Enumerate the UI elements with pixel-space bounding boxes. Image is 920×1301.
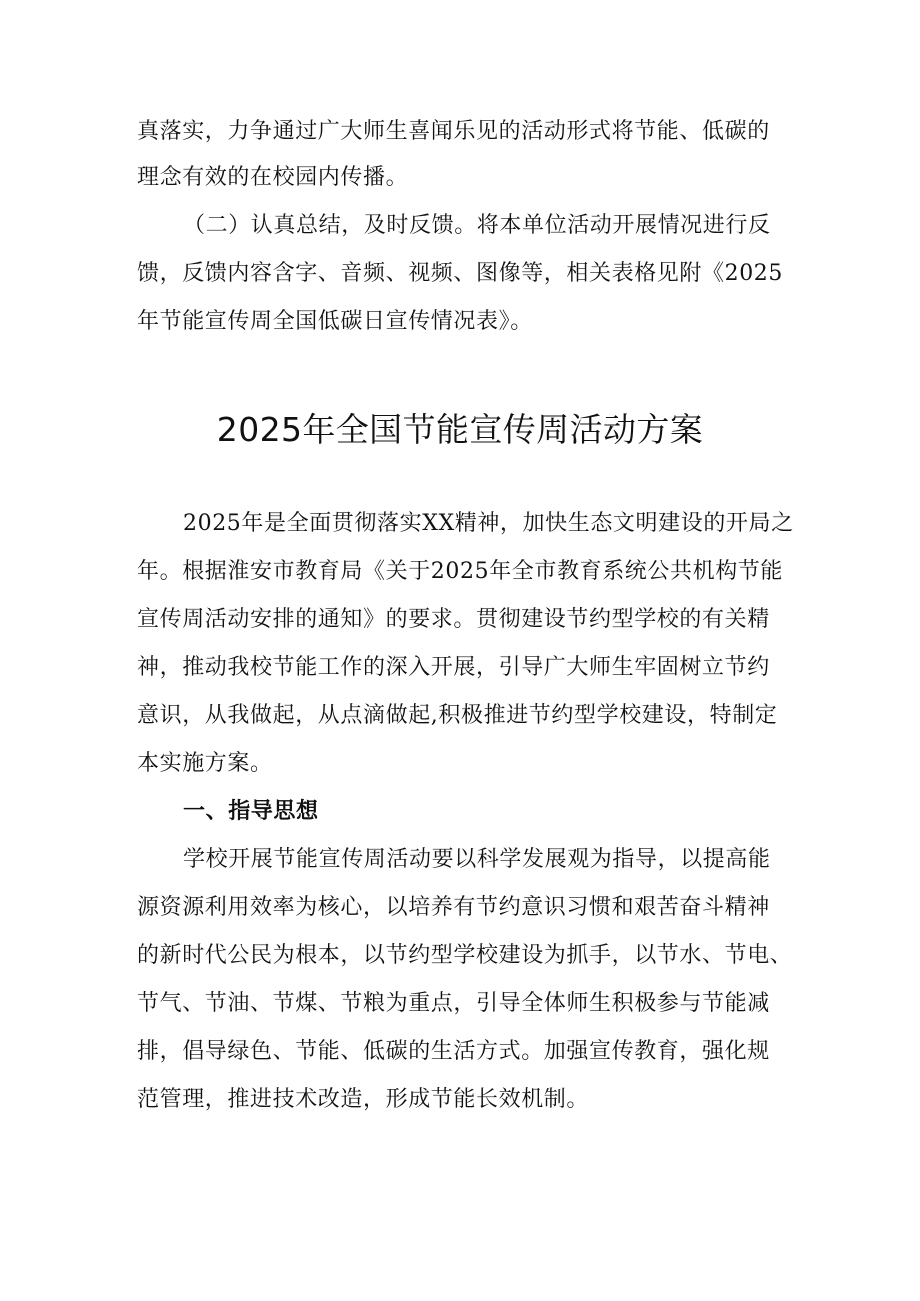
paragraph-line: 本实施方案。 <box>137 751 273 776</box>
paragraph-line: 神，推动我校节能工作的深入开展，引导广大师生牢固树立节约 <box>137 655 770 680</box>
paragraph-line: 理念有效的在校园内传播。 <box>137 165 409 190</box>
paragraph-line: 宣传周活动安排的通知》的要求。贯彻建设节约型学校的有关精 <box>137 607 770 632</box>
section-heading: 一、指导思想 <box>183 799 319 824</box>
paragraph-line: 意识，从我做起，从点滴做起,积极推进节约型学校建设，特制定 <box>137 703 778 728</box>
paragraph-line: 真落实，力争通过广大师生喜闻乐见的活动形式将节能、低碳的 <box>137 119 770 144</box>
paragraph-line: 排，倡导绿色、节能、低碳的生活方式。加强宣传教育，强化规 <box>137 1039 770 1064</box>
paragraph-line: 馈，反馈内容含字、音频、视频、图像等，相关表格见附《2025 <box>137 261 783 286</box>
paragraph-line: 年。根据淮安市教育局《关于2025年全市教育系统公共机构节能 <box>137 559 783 584</box>
paragraph-line: 节气、节油、节煤、节粮为重点，引导全体师生积极参与节能减 <box>137 991 770 1016</box>
paragraph-line: 年节能宣传周全国低碳日宣传情况表》。 <box>137 309 533 334</box>
paragraph-line: 源资源利用效率为核心，以培养有节约意识习惯和艰苦奋斗精神 <box>137 895 770 920</box>
paragraph-line: 的新时代公民为根本，以节约型学校建设为抓手，以节水、节电、 <box>137 943 793 968</box>
paragraph-line: 范管理，推进技术改造，形成节能长效机制。 <box>137 1087 590 1112</box>
paragraph-line: 学校开展节能宣传周活动要以科学发展观为指导，以提高能 <box>183 847 771 872</box>
paragraph-line: （二）认真总结，及时反馈。将本单位活动开展情况进行反 <box>183 213 771 238</box>
paragraph-line: 2025年是全面贯彻落实XX精神，加快生态文明建设的开局之 <box>183 511 794 536</box>
document-title: 2025年全国节能宣传周活动方案 <box>216 410 704 449</box>
